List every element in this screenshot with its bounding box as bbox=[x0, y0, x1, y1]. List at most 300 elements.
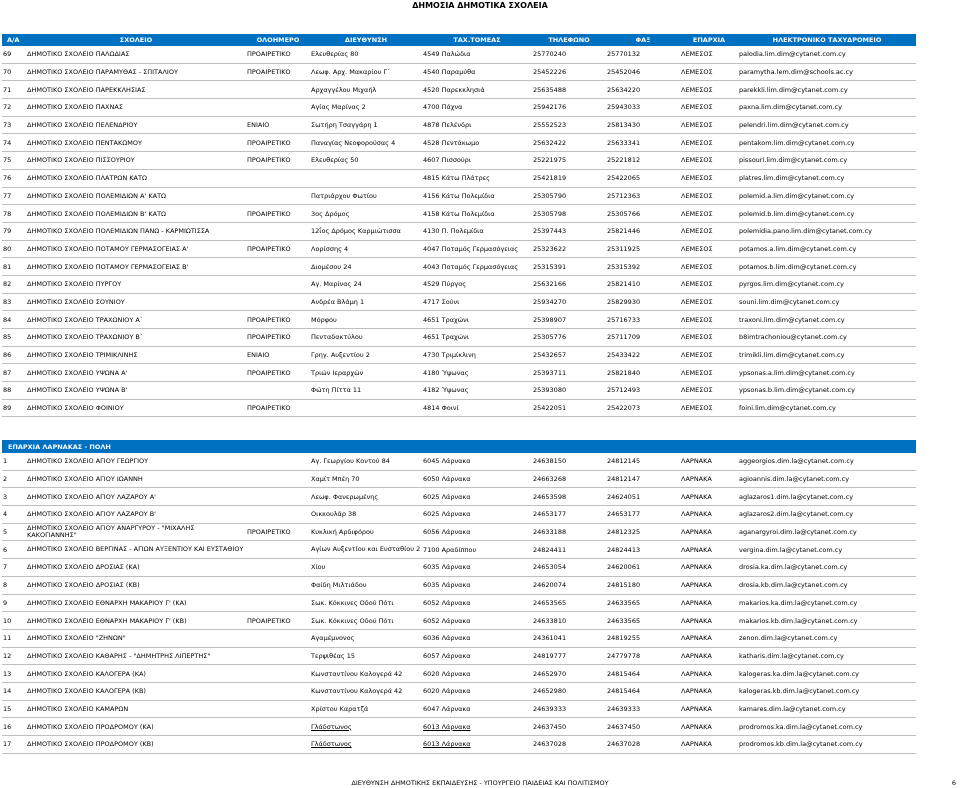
email-cell: aggeorgios.dim.la@cytanet.com.cy bbox=[738, 453, 916, 470]
row-number-cell: 72 bbox=[2, 99, 26, 117]
table-row bbox=[2, 311, 916, 329]
phone-cell: 24653054 bbox=[532, 559, 606, 577]
phone-cell: 25398907 bbox=[532, 311, 606, 329]
school-name-cell: ΔΗΜΟΤΙΚΟ ΣΧΟΛΕΙΟ ΠΟΤΑΜΟΥ ΓΕΡΜΑΣΟΓΕΙΑΣ Α' bbox=[26, 240, 246, 258]
district-cell: ΛΑΡΝΑΚΑ bbox=[680, 682, 738, 700]
table-row bbox=[2, 293, 916, 311]
all-day-type-cell: ΠΡΟΑΙΡΕΤΙΚΟ bbox=[246, 134, 310, 152]
phone-cell: 25452226 bbox=[532, 63, 606, 81]
postal-code-cell: 4730 Τριμίκλινη bbox=[422, 346, 532, 364]
postal-code-cell: 4651 Τραχώνι bbox=[422, 311, 532, 329]
all-day-type-cell bbox=[246, 187, 310, 205]
address-cell: Τερψιθέας 15 bbox=[310, 647, 422, 665]
fax-cell: 25305766 bbox=[606, 205, 680, 223]
fax-cell: 25711709 bbox=[606, 329, 680, 347]
district-cell: ΛΕΜΕΣΟΣ bbox=[680, 346, 738, 364]
district-cell: ΛΑΡΝΑΚΑ bbox=[680, 718, 738, 736]
fax-cell: 25770132 bbox=[606, 46, 680, 63]
row-number-cell: 2 bbox=[2, 470, 26, 488]
all-day-type-cell bbox=[246, 81, 310, 99]
school-name-cell: ΔΗΜΟΤΙΚΟ ΣΧΟΛΕΙΟ ΠΑΡΕΚΚΛΗΣΙΑΣ bbox=[26, 81, 246, 99]
row-number-cell: 13 bbox=[2, 665, 26, 683]
email-cell: paramytha.lem.dim@schools.ac.cy bbox=[738, 63, 916, 81]
all-day-type-cell: ΠΡΟΑΙΡΕΤΙΚΟ bbox=[246, 399, 310, 417]
fax-cell: 25821840 bbox=[606, 364, 680, 382]
school-name-cell: ΔΗΜΟΤΙΚΟ ΣΧΟΛΕΙΟ ΔΡΟΣΙΑΣ (ΚΒ) bbox=[26, 576, 246, 594]
email-cell: palodia.lim.dim@cytanet.com.cy bbox=[738, 46, 916, 63]
row-number-cell: 8 bbox=[2, 576, 26, 594]
fax-cell: 24815180 bbox=[606, 576, 680, 594]
row-number-cell: 4 bbox=[2, 506, 26, 524]
address-cell: Τριών Ιεραρχών bbox=[310, 364, 422, 382]
postal-code-cell: 6025 Λάρνακα bbox=[422, 488, 532, 506]
phone-cell: 25942176 bbox=[532, 99, 606, 117]
email-cell: prodromos.kb.dim.la@cytanet.com.cy bbox=[738, 736, 916, 754]
district-cell: ΛΑΡΝΑΚΑ bbox=[680, 488, 738, 506]
district-cell: ΛΕΜΕΣΟΣ bbox=[680, 205, 738, 223]
all-day-type-cell bbox=[246, 258, 310, 276]
table-row bbox=[2, 470, 916, 488]
address-cell: Φώτη Πίττα 11 bbox=[310, 382, 422, 400]
phone-cell: 24639333 bbox=[532, 700, 606, 718]
postal-code-cell: 4156 Κάτω Πολεμίδια bbox=[422, 187, 532, 205]
fax-cell: 25452046 bbox=[606, 63, 680, 81]
larnaca-schools-table bbox=[2, 440, 916, 754]
table-row bbox=[2, 647, 916, 665]
phone-cell: 24652980 bbox=[532, 682, 606, 700]
school-name-cell: ΔΗΜΟΤΙΚΟ ΣΧΟΛΕΙΟ ΤΡΙΜΙΚΛΙΝΗΣ bbox=[26, 346, 246, 364]
all-day-type-cell: ΕΝΙΑΙΟ bbox=[246, 116, 310, 134]
fax-cell: 25821446 bbox=[606, 222, 680, 240]
district-cell: ΛΑΡΝΑΚΑ bbox=[680, 736, 738, 754]
fax-cell: 24819255 bbox=[606, 629, 680, 647]
school-name-cell: ΔΗΜΟΤΙΚΟ ΣΧΟΛΕΙΟ ΠΙΣΣΟΥΡΙΟΥ bbox=[26, 152, 246, 170]
all-day-type-cell: ΠΡΟΑΙΡΕΤΙΚΟ bbox=[246, 329, 310, 347]
postal-code-cell: 6036 Λάρνακα bbox=[422, 629, 532, 647]
table-row bbox=[2, 205, 916, 223]
postal-code-cell: 4607 Πισσούρι bbox=[422, 152, 532, 170]
school-name-cell: ΔΗΜΟΤΙΚΟ ΣΧΟΛΕΙΟ ΠΟΛΕΜΙΔΙΩΝ ΠΑΝΩ - ΚΑΡΜΙΩΤΙΣΣΑ bbox=[26, 222, 246, 240]
email-cell: kalogeras.ka.dim.la@cytanet.com.cy bbox=[738, 665, 916, 683]
phone-cell: 24652970 bbox=[532, 665, 606, 683]
school-name-cell: ΔΗΜΟΤΙΚΟ ΣΧΟΛΕΙΟ ΦΟΙΝΙΟΥ bbox=[26, 399, 246, 417]
fax-cell: 24624051 bbox=[606, 488, 680, 506]
address-cell: Χίου bbox=[310, 559, 422, 577]
row-number-cell: 9 bbox=[2, 594, 26, 612]
all-day-type-cell bbox=[246, 576, 310, 594]
all-day-type-cell bbox=[246, 453, 310, 470]
table-row bbox=[2, 346, 916, 364]
postal-code-cell: 6020 Λάρνακα bbox=[422, 665, 532, 683]
table-row bbox=[2, 399, 916, 417]
all-day-type-cell bbox=[246, 647, 310, 665]
limassol-schools-table bbox=[2, 34, 916, 417]
fax-cell: 24637450 bbox=[606, 718, 680, 736]
section-title: ΕΠΑΡΧΙΑ ΛΑΡΝΑΚΑΣ - ΠΟΛΗ bbox=[2, 440, 916, 453]
table-row bbox=[2, 541, 916, 559]
postal-code-cell: 6013 Λάρνακα bbox=[422, 718, 532, 736]
table-row bbox=[2, 576, 916, 594]
district-cell: ΛΕΜΕΣΟΣ bbox=[680, 63, 738, 81]
postal-code-cell: 4549 Παλώδια bbox=[422, 46, 532, 63]
address-cell: Πατριάρχου Φωτίου bbox=[310, 187, 422, 205]
phone-cell: 25305790 bbox=[532, 187, 606, 205]
school-name-cell: ΔΗΜΟΤΙΚΟ ΣΧΟΛΕΙΟ ΠΡΟΔΡΟΜΟΥ (ΚΒ) bbox=[26, 736, 246, 754]
postal-code-cell: 4047 Ποταμός Γερμασόγειας bbox=[422, 240, 532, 258]
table-row bbox=[2, 222, 916, 240]
email-cell: parekkli.lim.dim@cytanet.com.cy bbox=[738, 81, 916, 99]
fax-cell: 24812145 bbox=[606, 453, 680, 470]
district-cell: ΛΑΡΝΑΚΑ bbox=[680, 576, 738, 594]
postal-code-cell: 6056 Λάρνακα bbox=[422, 523, 532, 541]
address-cell: Κυκλική Αρδιφόρου bbox=[310, 523, 422, 541]
postal-code-cell: 4528 Πεντάκωμο bbox=[422, 134, 532, 152]
postal-code-cell: 6052 Λάρνακα bbox=[422, 594, 532, 612]
district-cell: ΛΕΜΕΣΟΣ bbox=[680, 46, 738, 63]
district-cell: ΛΑΡΝΑΚΑ bbox=[680, 541, 738, 559]
address-cell: Αγ. Μαρίνας 24 bbox=[310, 275, 422, 293]
district-cell: ΛΕΜΕΣΟΣ bbox=[680, 240, 738, 258]
fax-cell: 25221812 bbox=[606, 152, 680, 170]
header-cell: ΟΛΟΗΜΕΡΟ bbox=[246, 34, 310, 46]
row-number-cell: 11 bbox=[2, 629, 26, 647]
phone-cell: 25432657 bbox=[532, 346, 606, 364]
address-cell: Γλάδστωνος bbox=[310, 736, 422, 754]
table-row bbox=[2, 523, 916, 541]
table-row bbox=[2, 736, 916, 754]
table-row bbox=[2, 63, 916, 81]
email-cell: platres.lim.dim@cytanet.com.cy bbox=[738, 169, 916, 187]
table-row bbox=[2, 240, 916, 258]
phone-cell: 25635488 bbox=[532, 81, 606, 99]
table-row bbox=[2, 612, 916, 630]
row-number-cell: 73 bbox=[2, 116, 26, 134]
all-day-type-cell bbox=[246, 559, 310, 577]
fax-cell: 24779778 bbox=[606, 647, 680, 665]
email-cell: makarios.kb.dim.la@cytanet.com.cy bbox=[738, 612, 916, 630]
all-day-type-cell bbox=[246, 718, 310, 736]
phone-cell: 24361041 bbox=[532, 629, 606, 647]
fax-cell: 25712363 bbox=[606, 187, 680, 205]
all-day-type-cell bbox=[246, 222, 310, 240]
district-cell: ΛΕΜΕΣΟΣ bbox=[680, 382, 738, 400]
address-cell: Σωκ. Κόκκινες Οδού Πότι bbox=[310, 612, 422, 630]
table-row bbox=[2, 116, 916, 134]
table-row bbox=[2, 488, 916, 506]
header-cell: ΤΗΛΕΦΩΝΟ bbox=[532, 34, 606, 46]
postal-code-cell: 4540 Παραμύθα bbox=[422, 63, 532, 81]
phone-cell: 25421819 bbox=[532, 169, 606, 187]
fax-cell: 25422065 bbox=[606, 169, 680, 187]
address-cell: Παναγίας Νεοφορούσας 4 bbox=[310, 134, 422, 152]
postal-code-cell: 6035 Λάρνακα bbox=[422, 559, 532, 577]
postal-code-cell: 6045 Λάρνακα bbox=[422, 453, 532, 470]
table-row bbox=[2, 187, 916, 205]
email-cell: foini.lim.dim@cytanet.com.cy bbox=[738, 399, 916, 417]
district-cell: ΛΑΡΝΑΚΑ bbox=[680, 523, 738, 541]
fax-cell: 25311925 bbox=[606, 240, 680, 258]
school-name-cell: ΔΗΜΟΤΙΚΟ ΣΧΟΛΕΙΟ ΚΑΛΟΓΕΡΑ (ΚΑ) bbox=[26, 665, 246, 683]
email-cell: kamares.dim.la@cytanet.com.cy bbox=[738, 700, 916, 718]
row-number-cell: 70 bbox=[2, 63, 26, 81]
district-cell: ΛΑΡΝΑΚΑ bbox=[680, 559, 738, 577]
email-cell: trimikli.lim.dim@cytanet.com.cy bbox=[738, 346, 916, 364]
email-cell: kalogeras.kb.dim.la@cytanet.com.cy bbox=[738, 682, 916, 700]
school-name-cell: ΔΗΜΟΤΙΚΟ ΣΧΟΛΕΙΟ ΑΓΙΟΥ ΛΑΖΑΡΟΥ Α' bbox=[26, 488, 246, 506]
postal-code-cell: 4651 Τραχώνι bbox=[422, 329, 532, 347]
district-cell: ΛΑΡΝΑΚΑ bbox=[680, 647, 738, 665]
district-cell: ΛΕΜΕΣΟΣ bbox=[680, 152, 738, 170]
phone-cell: 24637450 bbox=[532, 718, 606, 736]
address-cell: Σωκ. Κόκκινες Οδού Πότι bbox=[310, 594, 422, 612]
phone-cell: 25934270 bbox=[532, 293, 606, 311]
table-row bbox=[2, 382, 916, 400]
header-cell: Α/Α bbox=[2, 34, 26, 46]
postal-code-cell: 4814 Φοινί bbox=[422, 399, 532, 417]
row-number-cell: 77 bbox=[2, 187, 26, 205]
school-name-cell: ΔΗΜΟΤΙΚΟ ΣΧΟΛΕΙΟ ΤΡΑΧΩΝΙΟΥ Α` bbox=[26, 311, 246, 329]
row-number-cell: 16 bbox=[2, 718, 26, 736]
school-name-cell: ΔΗΜΟΤΙΚΟ ΣΧΟΛΕΙΟ ΠΕΛΕΝΔΡΙΟΥ bbox=[26, 116, 246, 134]
header-cell: ΣΧΟΛΕΙΟ bbox=[26, 34, 246, 46]
phone-cell: 24819777 bbox=[532, 647, 606, 665]
header-cell: ΤΑΧ.ΤΟΜΕΑΣ bbox=[422, 34, 532, 46]
postal-code-cell: 4182 Ύψωνας bbox=[422, 382, 532, 400]
school-name-cell: ΔΗΜΟΤΙΚΟ ΣΧΟΛΕΙΟ ΚΑΛΟΓΕΡΑ (ΚΒ) bbox=[26, 682, 246, 700]
table-row bbox=[2, 364, 916, 382]
all-day-type-cell bbox=[246, 275, 310, 293]
row-number-cell: 6 bbox=[2, 541, 26, 559]
all-day-type-cell bbox=[246, 700, 310, 718]
district-cell: ΛΕΜΕΣΟΣ bbox=[680, 293, 738, 311]
table-header-row bbox=[2, 34, 916, 46]
district-cell: ΛΑΡΝΑΚΑ bbox=[680, 665, 738, 683]
email-cell: traxoni.lim.dim@cytanet.com.cy bbox=[738, 311, 916, 329]
phone-cell: 25393080 bbox=[532, 382, 606, 400]
phone-cell: 25632166 bbox=[532, 275, 606, 293]
address-cell: Ελευθερίας 50 bbox=[310, 152, 422, 170]
district-cell: ΛΕΜΕΣΟΣ bbox=[680, 329, 738, 347]
school-name-cell: ΔΗΜΟΤΙΚΟ ΣΧΟΛΕΙΟ ΠΑΡΑΜΥΘΑΣ - ΣΠΙΤΑΛΙΟΥ bbox=[26, 63, 246, 81]
postal-code-cell: 4520 Παρεκκλησιά bbox=[422, 81, 532, 99]
all-day-type-cell bbox=[246, 470, 310, 488]
email-cell: b8imtrachoniou@cytanet.com.cy bbox=[738, 329, 916, 347]
district-cell: ΛΕΜΕΣΟΣ bbox=[680, 99, 738, 117]
row-number-cell: 87 bbox=[2, 364, 26, 382]
fax-cell: 24653177 bbox=[606, 506, 680, 524]
document-title: ΔΗΜΟΣΙΑ ΔΗΜΟΤΙΚΑ ΣΧΟΛΕΙΑ bbox=[412, 1, 548, 10]
address-cell: Ανδρέα Βλάμη 1 bbox=[310, 293, 422, 311]
row-number-cell: 82 bbox=[2, 275, 26, 293]
address-cell: Χρίστου Καρατζά bbox=[310, 700, 422, 718]
fax-cell: 25716733 bbox=[606, 311, 680, 329]
table-row bbox=[2, 718, 916, 736]
school-name-cell: ΔΗΜΟΤΙΚΟ ΣΧΟΛΕΙΟ ΤΡΑΧΩΝΙΟΥ Β` bbox=[26, 329, 246, 347]
table-row bbox=[2, 258, 916, 276]
table-row bbox=[2, 559, 916, 577]
table-row bbox=[2, 169, 916, 187]
phone-cell: 24637028 bbox=[532, 736, 606, 754]
email-cell: agioannis.dim.la@cytanet.com.cy bbox=[738, 470, 916, 488]
all-day-type-cell bbox=[246, 541, 310, 559]
all-day-type-cell: ΠΡΟΑΙΡΕΤΙΚΟ bbox=[246, 240, 310, 258]
address-cell: Αγ. Γεωργίου Κοντού 84 bbox=[310, 453, 422, 470]
address-cell: 3ος Δρόμος bbox=[310, 205, 422, 223]
table-row bbox=[2, 152, 916, 170]
email-cell: makarios.ka.dim.la@cytanet.com.cy bbox=[738, 594, 916, 612]
page-footer: ΔΙΕΥΘΥΝΣΗ ΔΗΜΟΤΙΚΗΣ ΕΚΠΑΙΔΕΥΣΗΣ - ΥΠΟΥΡΓΕΙΟ ΠΑΙΔΕΙΑΣ ΚΑΙ ΠΟΛΙΤΙΣΜΟΥ bbox=[351, 779, 609, 787]
school-name-cell: ΔΗΜΟΤΙΚΟ ΣΧΟΛΕΙΟ ΕΘΝΑΡΧΗ ΜΑΚΑΡΙΟΥ Γ' (ΚΑ) bbox=[26, 594, 246, 612]
row-number-cell: 12 bbox=[2, 647, 26, 665]
postal-code-cell: 4180 Ύψωνας bbox=[422, 364, 532, 382]
row-number-cell: 81 bbox=[2, 258, 26, 276]
postal-code-cell: 4130 Π. Πολεμίδια bbox=[422, 222, 532, 240]
address-cell: Γρηγ. Αυξεντίου 2 bbox=[310, 346, 422, 364]
postal-code-cell: 7100 Αραδίππου bbox=[422, 541, 532, 559]
email-cell: aglazaros2.dim.la@cytanet.com.cy bbox=[738, 506, 916, 524]
fax-cell: 24620061 bbox=[606, 559, 680, 577]
fax-cell: 24633565 bbox=[606, 594, 680, 612]
phone-cell: 25305798 bbox=[532, 205, 606, 223]
school-name-cell: ΔΗΜΟΤΙΚΟ ΣΧΟΛΕΙΟ ΑΓΙΟΥ ΓΕΩΡΓΙΟΥ bbox=[26, 453, 246, 470]
table-row bbox=[2, 700, 916, 718]
school-name-cell: ΔΗΜΟΤΙΚΟ ΣΧΟΛΕΙΟ ΠΟΛΕΜΙΔΙΩΝ Β' ΚΑΤΩ bbox=[26, 205, 246, 223]
email-cell: potamos.a.lim.dim@cytanet.com.cy bbox=[738, 240, 916, 258]
address-cell: Φαίδη Μιλτιάδου bbox=[310, 576, 422, 594]
postal-code-cell: 4529 Πύργος bbox=[422, 275, 532, 293]
address-cell: Αγίας Μαρίνας 2 bbox=[310, 99, 422, 117]
district-cell: ΛΑΡΝΑΚΑ bbox=[680, 700, 738, 718]
district-cell: ΛΑΡΝΑΚΑ bbox=[680, 629, 738, 647]
row-number-cell: 89 bbox=[2, 399, 26, 417]
district-cell: ΛΕΜΕΣΟΣ bbox=[680, 116, 738, 134]
school-name-cell: ΔΗΜΟΤΙΚΟ ΣΧΟΛΕΙΟ ΑΓΙΟΥ ΑΝΑΡΓΥΡΟΥ - "ΜΙΧΑΛΗΣ ΚΑΚΟΓΙΑΝΝΗΣ" bbox=[26, 523, 246, 541]
postal-code-cell: 6057 Λάρνακα bbox=[422, 647, 532, 665]
header-cell: ΗΛΕΚΤΡΟΝΙΚΟ ΤΑΧΥΔΡΟΜΕΙΟ bbox=[738, 34, 916, 46]
address-cell: Ελευθερίας 80 bbox=[310, 46, 422, 63]
postal-code-cell: 6035 Λάρνακα bbox=[422, 576, 532, 594]
school-name-cell: ΔΗΜΟΤΙΚΟ ΣΧΟΛΕΙΟ ΠΟΤΑΜΟΥ ΓΕΡΜΑΣΟΓΕΙΑΣ Β' bbox=[26, 258, 246, 276]
fax-cell: 24637028 bbox=[606, 736, 680, 754]
school-name-cell: ΔΗΜΟΤΙΚΟ ΣΧΟΛΕΙΟ ΚΑΘΑΡΗΣ - "ΔΗΜΗΤΡΗΣ ΛΙΠΕΡΤΗΣ" bbox=[26, 647, 246, 665]
fax-cell: 25634220 bbox=[606, 81, 680, 99]
school-name-cell: ΔΗΜΟΤΙΚΟ ΣΧΟΛΕΙΟ ΣΟΥΝΙΟΥ bbox=[26, 293, 246, 311]
email-cell: ypsonas.a.lim.dim@cytanet.com.cy bbox=[738, 364, 916, 382]
postal-code-cell: 4815 Κάτω Πλάτρες bbox=[422, 169, 532, 187]
email-cell: prodromos.ka.dim.la@cytanet.com.cy bbox=[738, 718, 916, 736]
row-number-cell: 7 bbox=[2, 559, 26, 577]
phone-cell: 25305776 bbox=[532, 329, 606, 347]
address-cell: Λεωφ. Φανερωμένης bbox=[310, 488, 422, 506]
table-row bbox=[2, 506, 916, 524]
school-name-cell: ΔΗΜΟΤΙΚΟ ΣΧΟΛΕΙΟ ΕΘΝΑΡΧΗ ΜΑΚΑΡΙΟΥ Γ' (ΚΒ) bbox=[26, 612, 246, 630]
email-cell: vergina.dim.la@cytanet.com.cy bbox=[738, 541, 916, 559]
all-day-type-cell bbox=[246, 169, 310, 187]
header-cell: ΔΙΕΥΘΥΝΣΗ bbox=[310, 34, 422, 46]
row-number-cell: 86 bbox=[2, 346, 26, 364]
email-cell: aganargyroi.dim.la@cytanet.com.cy bbox=[738, 523, 916, 541]
all-day-type-cell bbox=[246, 488, 310, 506]
postal-code-cell: 6013 Λάρνακα bbox=[422, 736, 532, 754]
school-name-cell: ΔΗΜΟΤΙΚΟ ΣΧΟΛΕΙΟ ΑΓΙΟΥ ΛΑΖΑΡΟΥ Β' bbox=[26, 506, 246, 524]
header-cell: ΦΑΞ bbox=[606, 34, 680, 46]
row-number-cell: 84 bbox=[2, 311, 26, 329]
all-day-type-cell bbox=[246, 293, 310, 311]
address-cell: Λεωφ. Αρχ. Μακαρίου Γ΄ bbox=[310, 63, 422, 81]
email-cell: katharis.dim.la@cytanet.com.cy bbox=[738, 647, 916, 665]
all-day-type-cell bbox=[246, 99, 310, 117]
postal-code-cell: 6047 Λάρνακα bbox=[422, 700, 532, 718]
postal-code-cell: 4878 Πελένδρι bbox=[422, 116, 532, 134]
school-name-cell: ΔΗΜΟΤΙΚΟ ΣΧΟΛΕΙΟ ΥΨΩΝΑ Α' bbox=[26, 364, 246, 382]
postal-code-cell: 6050 Λάρνακα bbox=[422, 470, 532, 488]
table-row bbox=[2, 99, 916, 117]
table-row bbox=[2, 329, 916, 347]
all-day-type-cell bbox=[246, 594, 310, 612]
address-cell: Σωτήρη Τσαγγάρη 1 bbox=[310, 116, 422, 134]
fax-cell: 25829930 bbox=[606, 293, 680, 311]
address-cell bbox=[310, 169, 422, 187]
email-cell: drosia.ka.dim.la@cytanet.com.cy bbox=[738, 559, 916, 577]
all-day-type-cell: ΠΡΟΑΙΡΕΤΙΚΟ bbox=[246, 152, 310, 170]
school-name-cell: ΔΗΜΟΤΙΚΟ ΣΧΟΛΕΙΟ ΔΡΟΣΙΑΣ (ΚΑ) bbox=[26, 559, 246, 577]
district-cell: ΛΕΜΕΣΟΣ bbox=[680, 364, 738, 382]
address-cell: Μόρφου bbox=[310, 311, 422, 329]
district-cell: ΛΕΜΕΣΟΣ bbox=[680, 81, 738, 99]
district-cell: ΛΕΜΕΣΟΣ bbox=[680, 311, 738, 329]
phone-cell: 25315391 bbox=[532, 258, 606, 276]
address-cell: Αγίων Αυξεντίου και Ευσταθίου 2 bbox=[310, 541, 422, 559]
address-cell: Διομέσου 24 bbox=[310, 258, 422, 276]
row-number-cell: 71 bbox=[2, 81, 26, 99]
address-cell bbox=[310, 399, 422, 417]
fax-cell: 24639333 bbox=[606, 700, 680, 718]
fax-cell: 24812147 bbox=[606, 470, 680, 488]
email-cell: pelendri.lim.dim@cytanet.com.cy bbox=[738, 116, 916, 134]
all-day-type-cell: ΠΡΟΑΙΡΕΤΙΚΟ bbox=[246, 523, 310, 541]
email-cell: polemid.b.lim.dim@cytanet.com.cy bbox=[738, 205, 916, 223]
school-name-cell: ΔΗΜΟΤΙΚΟ ΣΧΟΛΕΙΟ ΠΟΛΕΜΙΔΙΩΝ Α' ΚΑΤΩ bbox=[26, 187, 246, 205]
phone-cell: 24638150 bbox=[532, 453, 606, 470]
phone-cell: 24653177 bbox=[532, 506, 606, 524]
row-number-cell: 5 bbox=[2, 523, 26, 541]
fax-cell: 25633341 bbox=[606, 134, 680, 152]
table-row bbox=[2, 629, 916, 647]
school-name-cell: ΔΗΜΟΤΙΚΟ ΣΧΟΛΕΙΟ ΠΑΛΩΔΙΑΣ bbox=[26, 46, 246, 63]
email-cell: pentakom.lim.dim@cytanet.com.cy bbox=[738, 134, 916, 152]
fax-cell: 25712493 bbox=[606, 382, 680, 400]
phone-cell: 25552523 bbox=[532, 116, 606, 134]
postal-code-cell: 4043 Ποταμός Γερμασόγειας bbox=[422, 258, 532, 276]
phone-cell: 24653565 bbox=[532, 594, 606, 612]
postal-code-cell: 4717 Σούνι bbox=[422, 293, 532, 311]
address-cell: Κωνσταντίνου Καλογερά 42 bbox=[310, 682, 422, 700]
address-cell: Οικκουλάρ 38 bbox=[310, 506, 422, 524]
all-day-type-cell bbox=[246, 506, 310, 524]
school-name-cell: ΔΗΜΟΤΙΚΟ ΣΧΟΛΕΙΟ ΠΥΡΓΟΥ bbox=[26, 275, 246, 293]
row-number-cell: 80 bbox=[2, 240, 26, 258]
fax-cell: 25433422 bbox=[606, 346, 680, 364]
phone-cell: 24653598 bbox=[532, 488, 606, 506]
phone-cell: 24633188 bbox=[532, 523, 606, 541]
table-row bbox=[2, 46, 916, 63]
email-cell: paxna.lim.dim@cytanet.com.cy bbox=[738, 99, 916, 117]
school-name-cell: ΔΗΜΟΤΙΚΟ ΣΧΟΛΕΙΟ ΠΑΧΝΑΣ bbox=[26, 99, 246, 117]
phone-cell: 25393711 bbox=[532, 364, 606, 382]
row-number-cell: 14 bbox=[2, 682, 26, 700]
email-cell: drosia.kb.dim.la@cytanet.com.cy bbox=[738, 576, 916, 594]
district-cell: ΛΕΜΕΣΟΣ bbox=[680, 222, 738, 240]
